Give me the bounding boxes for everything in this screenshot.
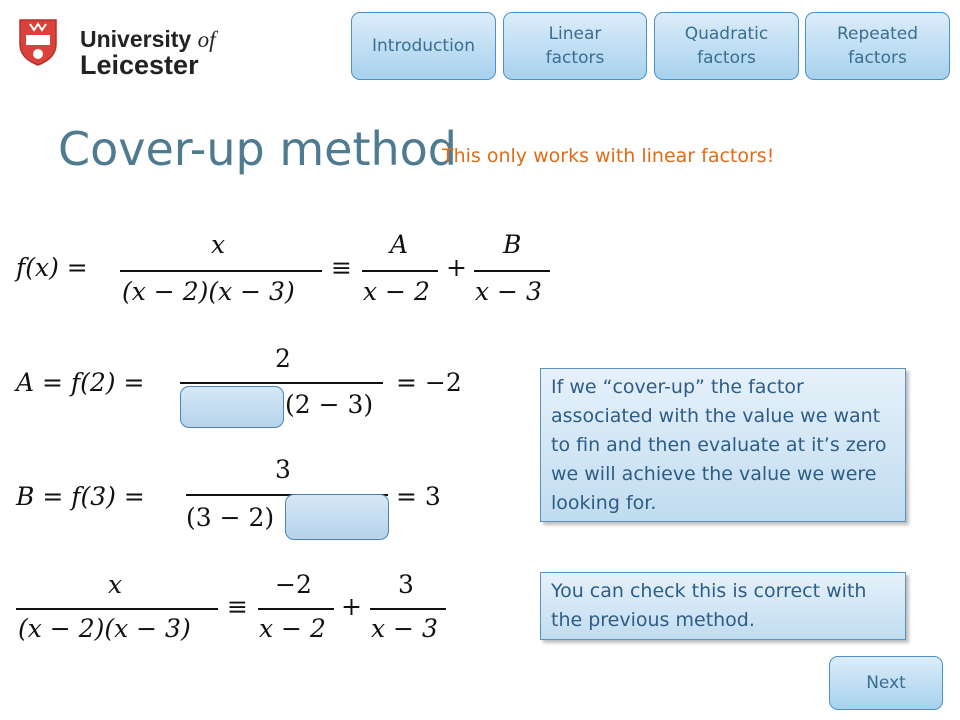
eq4-denominator-3: x − 3 xyxy=(371,614,438,643)
eq4-numerator-1: x xyxy=(108,570,123,599)
university-logo xyxy=(18,12,218,80)
eq3-denominator: (3 − 2) xyxy=(186,503,275,532)
eq3-lhs: B = f(3) = xyxy=(16,482,145,511)
eq1-fraction-line-3 xyxy=(474,270,550,272)
eq1-fraction-line-2 xyxy=(362,270,438,272)
logo-text-university: University of xyxy=(80,26,216,52)
eq4-denominator-1: (x − 2)(x − 3) xyxy=(18,614,191,643)
eq2-fraction-line xyxy=(180,382,383,384)
eq1-numerator-2: A xyxy=(390,230,409,259)
eq3-rhs: = 3 xyxy=(396,482,441,511)
eq4-fraction-line-3 xyxy=(370,608,446,610)
check-method-note: You can check this is correct with the previous method. xyxy=(540,572,906,640)
page-subtitle: This only works with linear factors! xyxy=(442,145,775,167)
eq3-numerator: 3 xyxy=(275,455,291,484)
logo-text-leicester: Leicester xyxy=(80,50,199,80)
eq2-denominator: (2 − 3) xyxy=(285,390,374,419)
eq4-fraction-line-2 xyxy=(258,608,334,610)
eq2-numerator: 2 xyxy=(275,344,291,373)
eq4-numerator-3: 3 xyxy=(398,570,414,599)
nav-introduction-button[interactable]: Introduction xyxy=(351,12,496,80)
nav-linear-factors-button[interactable]: Linear factors xyxy=(503,12,647,80)
nav-quadratic-factors-button[interactable]: Quadratic factors xyxy=(654,12,799,80)
university-crest-icon xyxy=(18,18,58,66)
eq2-lhs: A = f(2) = xyxy=(16,368,145,397)
eq1-equiv: ≡ xyxy=(331,253,352,282)
cover-up-explanation-note: If we “cover-up” the factor associated with the value we want to fin and then evaluate at it’s zero we will achieve the value we were looking for. xyxy=(540,368,906,522)
eq1-lhs: f(x) = xyxy=(16,253,88,282)
nav-repeated-factors-button[interactable]: Repeated factors xyxy=(805,12,950,80)
eq1-denominator-2: x − 2 xyxy=(363,277,430,306)
cover-up-box-a xyxy=(180,386,284,428)
eq1-numerator-3: B xyxy=(503,230,522,259)
next-button[interactable]: Next xyxy=(829,656,943,710)
eq2-rhs: = −2 xyxy=(396,368,462,397)
eq4-fraction-line-1 xyxy=(16,608,218,610)
eq4-equiv: ≡ xyxy=(227,592,248,621)
eq1-numerator-1: x xyxy=(211,230,226,259)
page-title: Cover-up method xyxy=(58,122,457,176)
eq4-plus: + xyxy=(341,592,362,621)
eq1-denominator-1: (x − 2)(x − 3) xyxy=(122,277,295,306)
eq4-numerator-2: −2 xyxy=(275,570,312,599)
eq1-fraction-line-1 xyxy=(120,270,322,272)
eq4-denominator-2: x − 2 xyxy=(259,614,326,643)
eq1-plus: + xyxy=(446,253,467,282)
cover-up-box-b xyxy=(285,494,389,540)
eq1-denominator-3: x − 3 xyxy=(475,277,542,306)
